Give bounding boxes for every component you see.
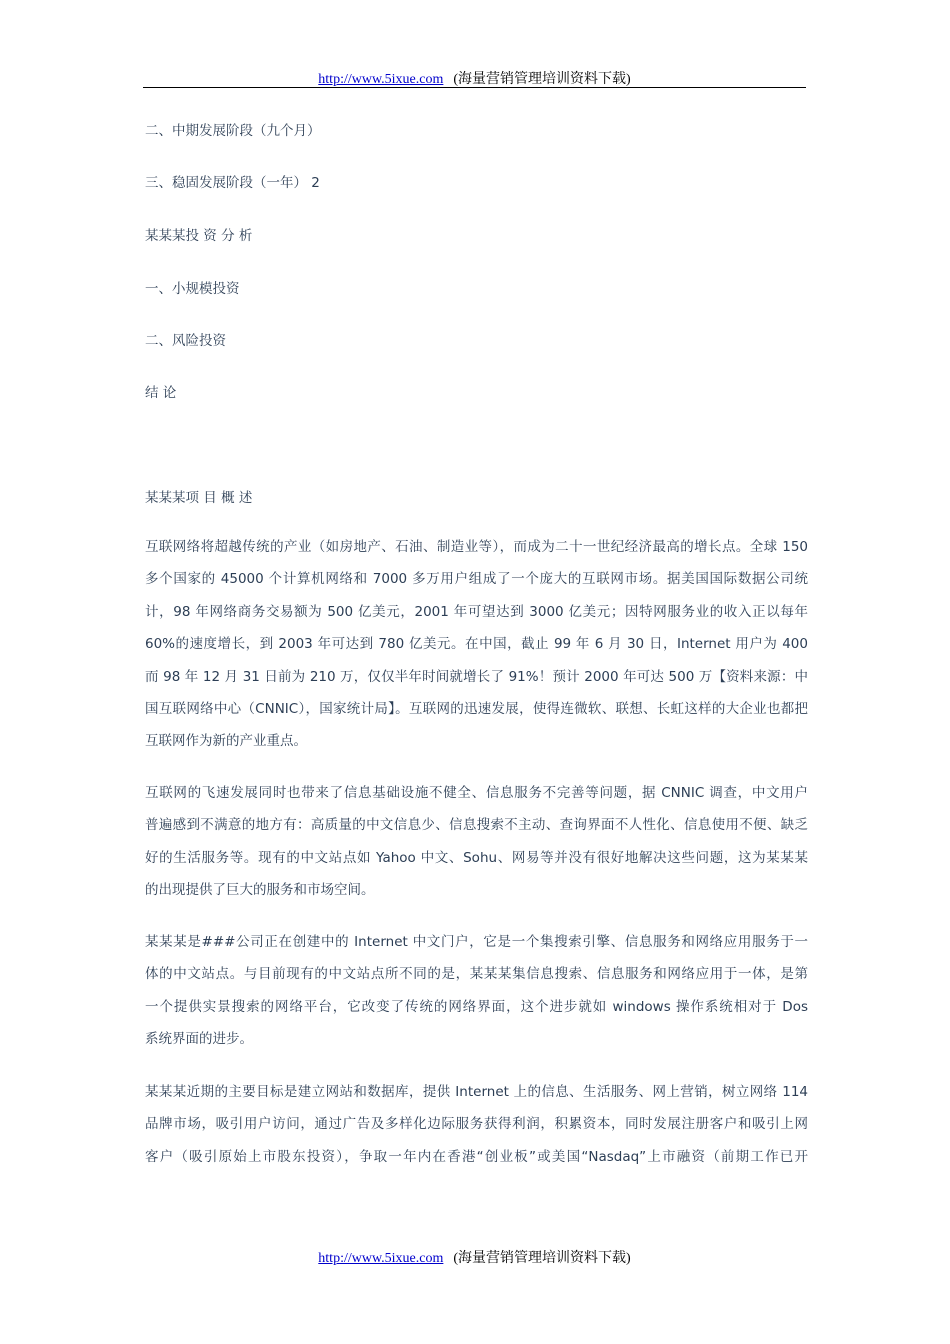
- page-footer: [143, 1247, 806, 1267]
- paragraph-line: 互联网的飞速发展同时也带来了信息基础设施不健全、信息服务不完善等问题，据 CNNIC 调查，中文用户: [145, 785, 808, 801]
- toc-item: 二、中期发展阶段（九个月）: [145, 123, 321, 139]
- paragraph-line: 普遍感到不满意的地方有：高质量的中文信息少、信息搜索不主动、查询界面不人性化、信息使用不便、缺乏: [145, 817, 808, 834]
- paragraph-line: 某某某近期的主要目标是建立网站和数据库，提供 Internet 上的信息、生活服务、网上营销，树立网络 114: [145, 1084, 808, 1100]
- paragraph-line: 品牌市场，吸引用户访问，通过广告及多样化边际服务获得利润，积累资本，同时发展注册客户和吸引上网: [145, 1116, 808, 1133]
- footer-link[interactable]: http://www.5ixue.com: [318, 1251, 444, 1266]
- paragraph-line: 计，98 年网络商务交易额为 500 亿美元，2001 年可望达到 3000 亿美元；因特网服务业的收入正以每年: [145, 603, 808, 620]
- paragraph: [145, 1076, 808, 1173]
- paragraph-line: 体的中文站点。与目前现有的中文站点所不同的是，某某某集信息搜索、信息服务和网络应用于一体，是第: [145, 966, 808, 983]
- paragraph-line: 好的生活服务等。现有的中文站点如 Yahoo 中文、Sohu、网易等并没有很好地解决这些问题，这为某某某: [145, 849, 808, 866]
- toc-item: 二、风险投资: [145, 333, 226, 349]
- paragraph: [145, 926, 808, 1056]
- paragraph: [145, 777, 808, 907]
- paragraph-line: 国互联网络中心（CNNIC），国家统计局】。互联网的迅速发展，使得连微软、联想、长虹这样的大企业也都把: [145, 700, 808, 717]
- page-header: [143, 68, 806, 88]
- paragraph-line: 60%的速度增长，到 2003 年可达到 780 亿美元。在中国，截止 99 年 6 月 30 日，Internet 用户为 400: [145, 636, 808, 653]
- toc-item: 结 论: [145, 385, 177, 401]
- paragraph-line: 多个国家的 45000 个计算机网络和 7000 多万用户组成了一个庞大的互联网市场。据美国国际数据公司统: [145, 571, 808, 588]
- toc-item: 一、小规模投资: [145, 281, 240, 297]
- toc-item: 三、稳固发展阶段（一年） 2: [145, 175, 320, 191]
- header-note: (海量营销管理培训资料下载): [453, 72, 631, 87]
- paragraph-line: 客户（吸引原始上市股东投资），争取一年内在香港“创业板”或美国“Nasdaq”上市融资（前期工作已开: [145, 1148, 808, 1165]
- paragraph-line: 某某某是###公司正在创建中的 Internet 中文门户，它是一个集搜索引擎、信息服务和网络应用服务于一: [145, 934, 808, 950]
- paragraph-line: 一个提供实景搜索的网络平台，它改变了传统的网络界面，这个进步就如 windows 操作系统相对于 Dos: [145, 998, 808, 1015]
- header-rule: [143, 87, 806, 88]
- paragraph-line: 互联网络将超越传统的产业（如房地产、石油、制造业等），而成为二十一世纪经济最高的增长点。全球 150: [145, 539, 808, 555]
- header-link[interactable]: http://www.5ixue.com: [318, 72, 444, 87]
- section-title: 某某某项 目 概 述: [145, 490, 253, 506]
- toc-item: 某某某投 资 分 析: [145, 228, 253, 244]
- paragraph-line: 而 98 年 12 月 31 日前为 210 万，仅仅半年时间就增长了 91%！预计 2000 年可达 500 万【资料来源：中: [145, 668, 808, 685]
- paragraph-line: 系统界面的进步。: [145, 1031, 253, 1048]
- paragraph-line: 的出现提供了巨大的服务和市场空间。: [145, 882, 375, 899]
- footer-note: (海量营销管理培训资料下载): [453, 1251, 631, 1266]
- paragraph: [145, 531, 808, 758]
- paragraph-line: 互联网作为新的产业重点。: [145, 733, 307, 750]
